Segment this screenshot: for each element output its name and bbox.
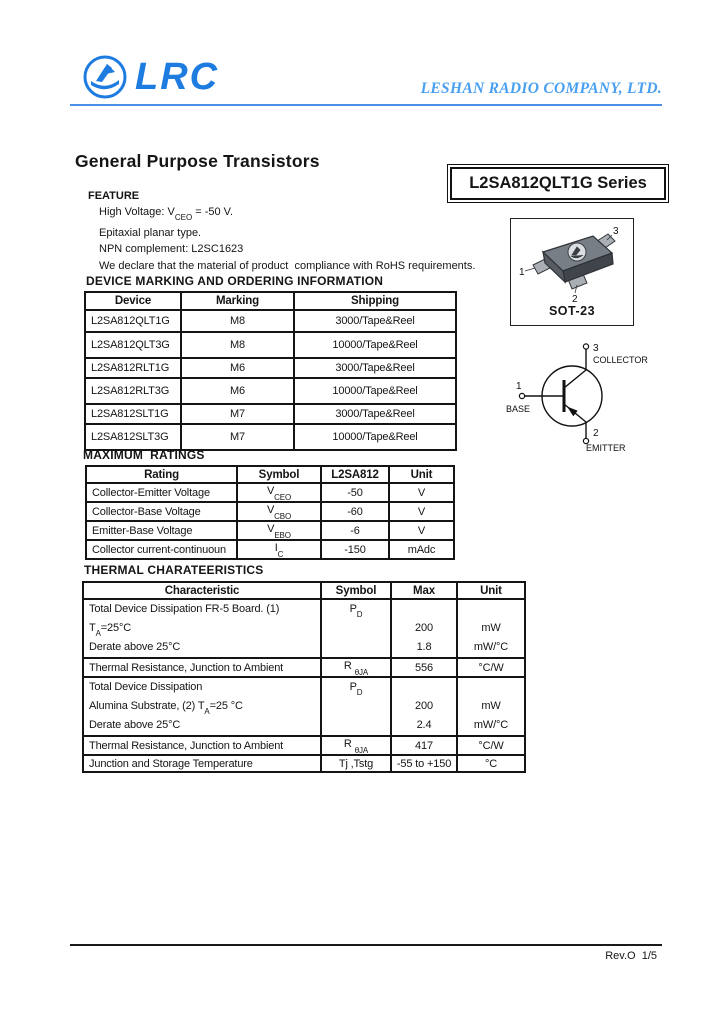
ordering-header-marking: Marking — [181, 292, 294, 310]
max-value: 200 — [415, 700, 433, 712]
marking-cell: M8 — [181, 332, 294, 358]
unit-cell: V — [389, 521, 454, 540]
rating-cell: Collector-Base Voltage — [86, 502, 237, 521]
device-cell: L2SA812QLT1G — [85, 310, 181, 332]
symbol-base: V — [266, 504, 275, 517]
thermal-header-unit: Unit — [457, 582, 525, 599]
package-box — [510, 218, 634, 326]
symbol-base: V — [267, 523, 275, 536]
subscript: CEO — [174, 213, 193, 223]
symbol-cell — [237, 502, 321, 521]
header-rule — [70, 104, 662, 106]
marking-cell: M7 — [181, 404, 294, 424]
base-label: BASE — [506, 404, 531, 414]
marking-cell: M8 — [181, 310, 294, 332]
ordering-header-row — [85, 292, 456, 310]
device-cell: L2SA812RLT1G — [85, 358, 181, 378]
symbol-base: R — [343, 738, 352, 751]
collector-label: COLLECTOR — [593, 355, 648, 365]
table-row — [85, 358, 456, 378]
symbol-cell — [321, 677, 391, 736]
table-row — [85, 424, 456, 450]
transistor-symbol-diagram — [500, 336, 670, 454]
char-line — [89, 619, 320, 638]
lrc-logo-text: LRC — [135, 56, 220, 98]
page-title: General Purpose Transistors — [75, 151, 320, 171]
max-cell: -55 to +150 — [391, 755, 457, 772]
feature-item: NPN complement: L2SC1623 — [99, 243, 244, 256]
device-cell: L2SA812RLT3G — [85, 378, 181, 404]
char-line: Total Device Dissipation — [89, 681, 203, 693]
shipping-cell: 3000/Tape&Reel — [294, 310, 456, 332]
device-cell: L2SA812SLT1G — [85, 404, 181, 424]
value-cell: -60 — [321, 502, 389, 521]
feature-heading: FEATURE — [88, 190, 140, 202]
table-row — [85, 378, 456, 404]
char-text: =25 °C — [209, 700, 243, 712]
char-line: Derate above 25°C — [89, 641, 181, 653]
symbol-subscript: D — [356, 688, 363, 698]
symbol-cell: Tj ,Tstg — [321, 755, 391, 772]
package-pin3-label: 3 — [613, 226, 619, 237]
feature-text: High Voltage: V — [99, 206, 175, 218]
feature-item: We declare that the material of product compliance with RoHS requirements. — [99, 259, 476, 272]
table-row — [86, 483, 454, 502]
shipping-cell: 3000/Tape&Reel — [294, 404, 456, 424]
symbol-cell — [321, 736, 391, 755]
lrc-logo — [81, 53, 219, 101]
company-name: LESHAN RADIO COMPANY, LTD. — [420, 80, 662, 97]
ratings-header-rating: Rating — [86, 466, 237, 483]
emitter-label: EMITTER — [586, 443, 626, 453]
table-row — [83, 736, 525, 755]
unit-value: mW/°C — [473, 641, 509, 653]
lrc-logo-icon — [81, 53, 129, 101]
characteristic-cell: Thermal Resistance, Junction to Ambient — [83, 736, 321, 755]
unit-cell: °C/W — [457, 658, 525, 677]
max-value: 1.8 — [416, 641, 432, 653]
table-row — [85, 310, 456, 332]
max-value: 2.4 — [416, 719, 432, 731]
table-row — [85, 332, 456, 358]
characteristic-cell — [83, 677, 321, 736]
shipping-cell: 10000/Tape&Reel — [294, 424, 456, 450]
unit-cell: mAdc — [389, 540, 454, 559]
table-row — [83, 599, 525, 658]
max-cell: 417 — [391, 736, 457, 755]
unit-value: mW/°C — [473, 719, 509, 731]
ordering-heading: DEVICE MARKING AND ORDERING INFORMATION — [86, 274, 384, 288]
characteristic-cell: Junction and Storage Temperature — [83, 755, 321, 772]
char-line: Total Device Dissipation FR-5 Board. (1) — [89, 603, 280, 615]
thermal-header-row — [83, 582, 525, 599]
unit-value: mW — [481, 700, 501, 712]
emitter-pin-label: 2 — [593, 428, 599, 439]
package-caption: SOT-23 — [548, 304, 596, 318]
ratings-heading: MAXIMUM RATINGS — [83, 448, 205, 462]
ordering-header-shipping: Shipping — [294, 292, 456, 310]
package-pin1-label: 1 — [519, 267, 525, 278]
symbol-base: V — [266, 485, 275, 498]
series-title: L2SA812QLT1G Series — [469, 174, 647, 192]
characteristic-cell — [83, 599, 321, 658]
unit-cell: V — [389, 483, 454, 502]
unit-cell: °C/W — [457, 736, 525, 755]
characteristic-cell: Thermal Resistance, Junction to Ambient — [83, 658, 321, 677]
feature-item — [99, 204, 475, 225]
value-cell: -50 — [321, 483, 389, 502]
sot23-package-image — [511, 223, 631, 303]
symbol-subscript: EBO — [274, 530, 291, 540]
table-row — [83, 755, 525, 772]
rating-cell: Collector current-continuoun — [86, 540, 237, 559]
symbol-subscript: CBO — [274, 511, 292, 521]
shipping-cell: 10000/Tape&Reel — [294, 332, 456, 358]
series-box — [450, 167, 666, 200]
max-cell — [391, 599, 457, 658]
char-line — [89, 697, 320, 716]
char-text: Alumina Substrate, (2) T — [89, 700, 205, 712]
max-cell: 556 — [391, 658, 457, 677]
ordering-table — [84, 291, 457, 451]
ratings-header-unit: Unit — [389, 466, 454, 483]
symbol-cell — [237, 540, 321, 559]
symbol-cell — [321, 599, 391, 658]
ordering-header-device: Device — [85, 292, 181, 310]
table-row — [85, 404, 456, 424]
symbol-subscript: CEO — [274, 492, 292, 502]
unit-cell: V — [389, 502, 454, 521]
package-pin2-label: 2 — [572, 294, 578, 303]
shipping-cell: 10000/Tape&Reel — [294, 378, 456, 404]
footer-rev: Rev.O 1/5 — [605, 950, 657, 962]
symbol-cell — [237, 483, 321, 502]
char-subscript: A — [204, 707, 210, 717]
char-line: Derate above 25°C — [89, 719, 181, 731]
char-text: T — [89, 622, 96, 634]
table-row — [86, 540, 454, 559]
unit-value: mW — [481, 622, 501, 634]
value-cell: -150 — [321, 540, 389, 559]
unit-cell — [457, 599, 525, 658]
rating-cell: Collector-Emitter Voltage — [86, 483, 237, 502]
feature-list — [99, 204, 475, 274]
marking-cell: M6 — [181, 358, 294, 378]
unit-cell: °C — [457, 755, 525, 772]
marking-cell: M7 — [181, 424, 294, 450]
char-subscript: A — [95, 629, 101, 639]
symbol-cell — [321, 658, 391, 677]
symbol-subscript: C — [277, 549, 284, 559]
table-row — [83, 677, 525, 736]
thermal-heading: THERMAL CHARATEERISTICS — [84, 563, 264, 577]
ratings-table — [85, 465, 455, 560]
table-row — [83, 658, 525, 677]
collector-pin-label: 3 — [593, 343, 599, 354]
shipping-cell: 3000/Tape&Reel — [294, 358, 456, 378]
symbol-base: I — [274, 542, 278, 555]
symbol-subscript: D — [356, 610, 363, 620]
symbol-subscript: θJA — [354, 667, 369, 677]
feature-text: = -50 V. — [192, 206, 234, 218]
thermal-table — [82, 581, 526, 773]
symbol-cell — [237, 521, 321, 540]
table-row — [86, 521, 454, 540]
base-pin-label: 1 — [516, 381, 522, 392]
footer-rule — [70, 944, 662, 946]
max-cell — [391, 677, 457, 736]
thermal-header-char: Characteristic — [83, 582, 321, 599]
device-cell: L2SA812QLT3G — [85, 332, 181, 358]
unit-cell — [457, 677, 525, 736]
char-text: =25°C — [100, 622, 132, 634]
feature-item: Epitaxial planar type. — [99, 226, 202, 239]
marking-cell: M6 — [181, 378, 294, 404]
thermal-header-max: Max — [391, 582, 457, 599]
symbol-base: P — [349, 681, 357, 693]
max-value: 200 — [415, 622, 433, 634]
device-cell: L2SA812SLT3G — [85, 424, 181, 450]
symbol-subscript: θJA — [354, 745, 369, 755]
rating-cell: Emitter-Base Voltage — [86, 521, 237, 540]
ratings-header-symbol: Symbol — [237, 466, 321, 483]
value-cell: -6 — [321, 521, 389, 540]
ratings-header-row — [86, 466, 454, 483]
table-row — [86, 502, 454, 521]
symbol-base: R — [343, 660, 352, 673]
ratings-header-value: L2SA812 — [321, 466, 389, 483]
thermal-header-symbol: Symbol — [321, 582, 391, 599]
symbol-base: P — [349, 603, 357, 615]
